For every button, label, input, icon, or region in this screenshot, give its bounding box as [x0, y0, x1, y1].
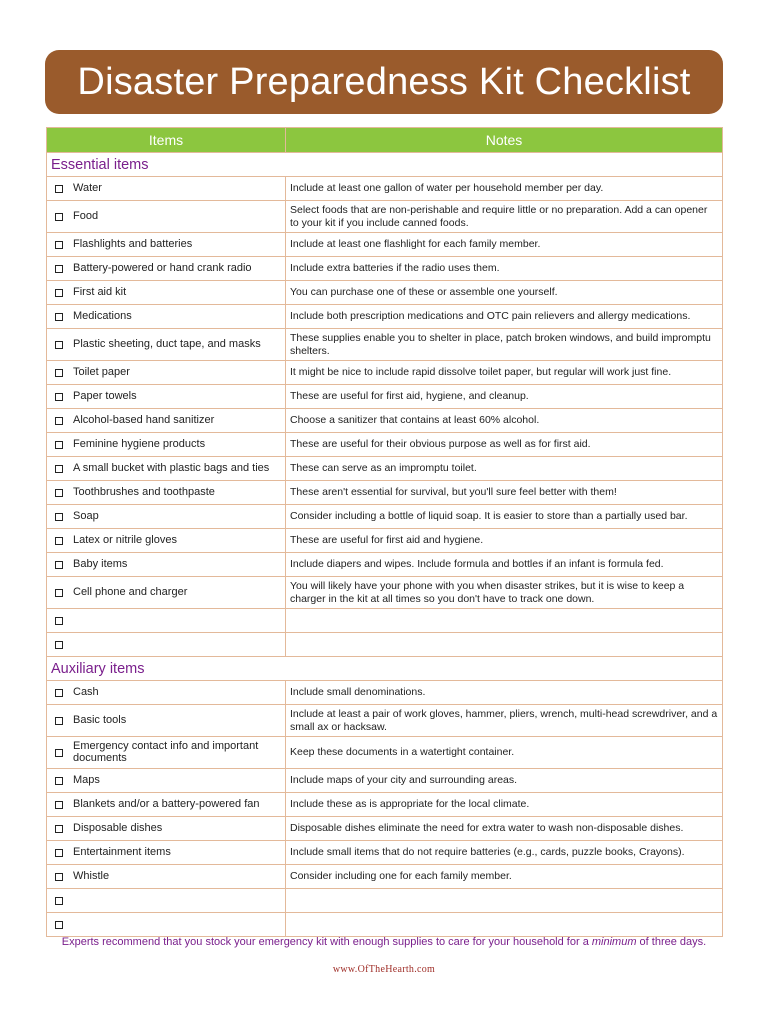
checklist-row: [47, 505, 723, 529]
item-cell: [47, 769, 286, 793]
checklist-row: [47, 633, 723, 657]
checklist-row: [47, 281, 723, 305]
item-cell: [47, 329, 286, 361]
note-cell: Include both prescription medications and OTC pain relievers and allergy medications.: [286, 305, 723, 329]
item-wrap: [51, 287, 281, 299]
checklist-row: [47, 681, 723, 705]
note-cell: Include at least one gallon of water per household member per day.: [286, 177, 723, 201]
item-wrap: [51, 559, 281, 571]
checkbox-icon[interactable]: [55, 289, 63, 297]
checkbox-icon[interactable]: [55, 489, 63, 497]
item-wrap: [51, 367, 281, 379]
note-cell: These are useful for first aid and hygiene.: [286, 529, 723, 553]
item-cell: [47, 841, 286, 865]
item-label: A small bucket with plastic bags and ties: [73, 461, 270, 474]
checklist-row: [47, 737, 723, 769]
checklist-row: [47, 257, 723, 281]
item-wrap: [51, 311, 281, 323]
checkbox-icon[interactable]: [55, 749, 63, 757]
item-label: Maps: [73, 773, 100, 786]
note-cell: These aren't essential for survival, but you'll sure feel better with them!: [286, 481, 723, 505]
note-cell: Select foods that are non-perishable and require little or no preparation. Add a can opener to your kit if you include canned foods.: [286, 201, 723, 233]
checkbox-icon[interactable]: [55, 341, 63, 349]
item-cell: [47, 889, 286, 913]
item-wrap: [51, 415, 281, 427]
item-label: Medications: [73, 309, 132, 322]
checkbox-icon[interactable]: [55, 185, 63, 193]
item-label: Entertainment items: [73, 845, 171, 858]
item-label: Latex or nitrile gloves: [73, 533, 177, 546]
checklist-row: [47, 457, 723, 481]
item-cell: [47, 505, 286, 529]
checkbox-icon[interactable]: [55, 921, 63, 929]
item-cell: [47, 409, 286, 433]
item-wrap: [51, 741, 281, 764]
item-label: Water: [73, 181, 102, 194]
checkbox-icon[interactable]: [55, 689, 63, 697]
item-label: Paper towels: [73, 389, 137, 402]
checkbox-icon[interactable]: [55, 561, 63, 569]
checkbox-icon[interactable]: [55, 801, 63, 809]
checkbox-icon[interactable]: [55, 589, 63, 597]
item-wrap: [51, 535, 281, 547]
item-cell: [47, 737, 286, 769]
checklist-row: [47, 385, 723, 409]
note-cell: It might be nice to include rapid dissolve toilet paper, but regular will work just fine.: [286, 361, 723, 385]
item-label: Baby items: [73, 557, 128, 570]
note-cell: Include at least a pair of work gloves, hammer, pliers, wrench, multi-head screwdriver, and a small ax or hacksaw.: [286, 705, 723, 737]
note-cell: Include these as is appropriate for the local climate.: [286, 793, 723, 817]
item-wrap: [51, 687, 281, 699]
item-cell: [47, 305, 286, 329]
checklist-row: [47, 889, 723, 913]
item-wrap: [51, 823, 281, 835]
checkbox-icon[interactable]: [55, 873, 63, 881]
item-cell: [47, 385, 286, 409]
item-cell: [47, 553, 286, 577]
checkbox-icon[interactable]: [55, 465, 63, 473]
checklist-row: [47, 865, 723, 889]
item-wrap: [51, 587, 281, 599]
note-cell: [286, 633, 723, 657]
item-wrap: [51, 239, 281, 251]
footnote-emphasis: minimum: [591, 936, 637, 948]
note-cell: Consider including one for each family member.: [286, 865, 723, 889]
item-cell: [47, 233, 286, 257]
item-cell: [47, 817, 286, 841]
item-wrap: [51, 641, 281, 649]
checkbox-icon[interactable]: [55, 441, 63, 449]
note-cell: [286, 913, 723, 937]
title-banner: [45, 50, 723, 114]
item-cell: [47, 609, 286, 633]
checkbox-icon[interactable]: [55, 849, 63, 857]
page-title: Disaster Preparedness Kit Checklist: [77, 60, 691, 103]
item-wrap: [51, 617, 281, 625]
item-wrap: [51, 897, 281, 905]
item-wrap: [51, 775, 281, 787]
checklist-row: [47, 913, 723, 937]
checkbox-icon[interactable]: [55, 213, 63, 221]
checklist-row: [47, 577, 723, 609]
item-cell: [47, 577, 286, 609]
note-cell: Choose a sanitizer that contains at least 60% alcohol.: [286, 409, 723, 433]
item-label: Flashlights and batteries: [73, 237, 193, 250]
item-cell: [47, 481, 286, 505]
item-label: Whistle: [73, 869, 110, 882]
note-cell: These can serve as an impromptu toilet.: [286, 457, 723, 481]
item-label: Disposable dishes: [73, 821, 163, 834]
item-wrap: [51, 263, 281, 275]
item-wrap: [51, 921, 281, 929]
checkbox-icon[interactable]: [55, 897, 63, 905]
note-cell: Disposable dishes eliminate the need for extra water to wash non-disposable dishes.: [286, 817, 723, 841]
note-cell: Include at least one flashlight for each family member.: [286, 233, 723, 257]
checkbox-icon[interactable]: [55, 777, 63, 785]
item-cell: [47, 681, 286, 705]
item-label: Blankets and/or a battery-powered fan: [73, 797, 260, 810]
checklist-table: [46, 127, 723, 937]
checklist-row: [47, 177, 723, 201]
item-cell: [47, 705, 286, 737]
note-cell: You can purchase one of these or assemble one yourself.: [286, 281, 723, 305]
item-wrap: [51, 487, 281, 499]
item-label: Basic tools: [73, 713, 127, 726]
checklist-row: [47, 705, 723, 737]
note-cell: Include small items that do not require batteries (e.g., cards, puzzle books, Crayons).: [286, 841, 723, 865]
item-cell: [47, 793, 286, 817]
note-cell: Consider including a bottle of liquid soap. It is easier to store than a partially used bar.: [286, 505, 723, 529]
note-cell: [286, 609, 723, 633]
checkbox-icon[interactable]: [55, 537, 63, 545]
checklist-row: [47, 201, 723, 233]
checkbox-icon[interactable]: [55, 825, 63, 833]
item-cell: [47, 865, 286, 889]
checkbox-icon[interactable]: [55, 241, 63, 249]
item-label: Cash: [73, 685, 99, 698]
note-cell: Keep these documents in a watertight container.: [286, 737, 723, 769]
item-cell: [47, 457, 286, 481]
item-cell: [47, 913, 286, 937]
note-cell: These are useful for their obvious purpose as well as for first aid.: [286, 433, 723, 457]
section-title: Essential items: [47, 153, 723, 177]
table-header-row: [47, 128, 723, 153]
item-wrap: [51, 391, 281, 403]
item-cell: [47, 633, 286, 657]
item-label: Battery-powered or hand crank radio: [73, 261, 252, 274]
footnote: [0, 936, 768, 948]
item-cell: [47, 529, 286, 553]
checklist-row: [47, 769, 723, 793]
item-wrap: [51, 799, 281, 811]
checklist-row: [47, 793, 723, 817]
note-cell: Include diapers and wipes. Include formula and bottles if an infant is formula fed.: [286, 553, 723, 577]
checklist-row: [47, 305, 723, 329]
footnote-after: of three days.: [636, 936, 707, 948]
item-cell: [47, 433, 286, 457]
note-cell: These supplies enable you to shelter in place, patch broken windows, and build impromptu shelters.: [286, 329, 723, 361]
checklist-row: [47, 481, 723, 505]
item-label: Emergency contact info and important documents: [73, 740, 259, 764]
item-wrap: [51, 211, 281, 223]
checklist-row: [47, 433, 723, 457]
checkbox-icon[interactable]: [55, 265, 63, 273]
checkbox-icon[interactable]: [55, 717, 63, 725]
checklist-row: [47, 553, 723, 577]
checkbox-icon[interactable]: [55, 641, 63, 649]
note-cell: These are useful for first aid, hygiene, and cleanup.: [286, 385, 723, 409]
section-title: Auxiliary items: [47, 657, 723, 681]
checklist-row: [47, 841, 723, 865]
item-cell: [47, 201, 286, 233]
footnote-before: Experts recommend that you stock your emergency kit with enough supplies to care for your household for a: [61, 936, 592, 948]
item-label: First aid kit: [73, 285, 127, 298]
checklist-row: [47, 329, 723, 361]
item-label: Alcohol-based hand sanitizer: [73, 413, 215, 426]
header-notes: Notes: [286, 128, 723, 153]
note-cell: Include small denominations.: [286, 681, 723, 705]
item-wrap: [51, 511, 281, 523]
section-header-auxiliary: [47, 657, 723, 681]
note-cell: Include maps of your city and surrounding areas.: [286, 769, 723, 793]
checkbox-icon[interactable]: [55, 393, 63, 401]
checklist-row: [47, 361, 723, 385]
checkbox-icon[interactable]: [55, 513, 63, 521]
item-wrap: [51, 715, 281, 727]
item-label: Soap: [73, 509, 99, 522]
section-header-essential: [47, 153, 723, 177]
note-cell: [286, 889, 723, 913]
checkbox-icon[interactable]: [55, 313, 63, 321]
checklist-body: [47, 128, 723, 937]
checklist-row: [47, 609, 723, 633]
item-wrap: [51, 463, 281, 475]
item-cell: [47, 281, 286, 305]
item-label: Plastic sheeting, duct tape, and masks: [73, 337, 261, 350]
note-cell: Include extra batteries if the radio uses them.: [286, 257, 723, 281]
item-cell: [47, 177, 286, 201]
checkbox-icon[interactable]: [55, 417, 63, 425]
checklist-row: [47, 233, 723, 257]
item-label: Feminine hygiene products: [73, 437, 206, 450]
checkbox-icon[interactable]: [55, 617, 63, 625]
checklist-row: [47, 817, 723, 841]
header-items: Items: [47, 128, 286, 153]
checkbox-icon[interactable]: [55, 369, 63, 377]
item-label: Toothbrushes and toothpaste: [73, 485, 215, 498]
item-label: Food: [73, 209, 99, 222]
item-wrap: [51, 183, 281, 195]
item-label: Cell phone and charger: [73, 585, 188, 598]
checklist-row: [47, 409, 723, 433]
website-link[interactable]: www.OfTheHearth.com: [332, 964, 436, 975]
item-wrap: [51, 871, 281, 883]
item-wrap: [51, 847, 281, 859]
item-cell: [47, 361, 286, 385]
note-cell: You will likely have your phone with you when disaster strikes, but it is wise to keep a charger in the kit at all times so you don't have to track one down.: [286, 577, 723, 609]
item-cell: [47, 257, 286, 281]
item-wrap: [51, 339, 281, 351]
checklist-row: [47, 529, 723, 553]
item-wrap: [51, 439, 281, 451]
item-label: Toilet paper: [73, 365, 130, 378]
